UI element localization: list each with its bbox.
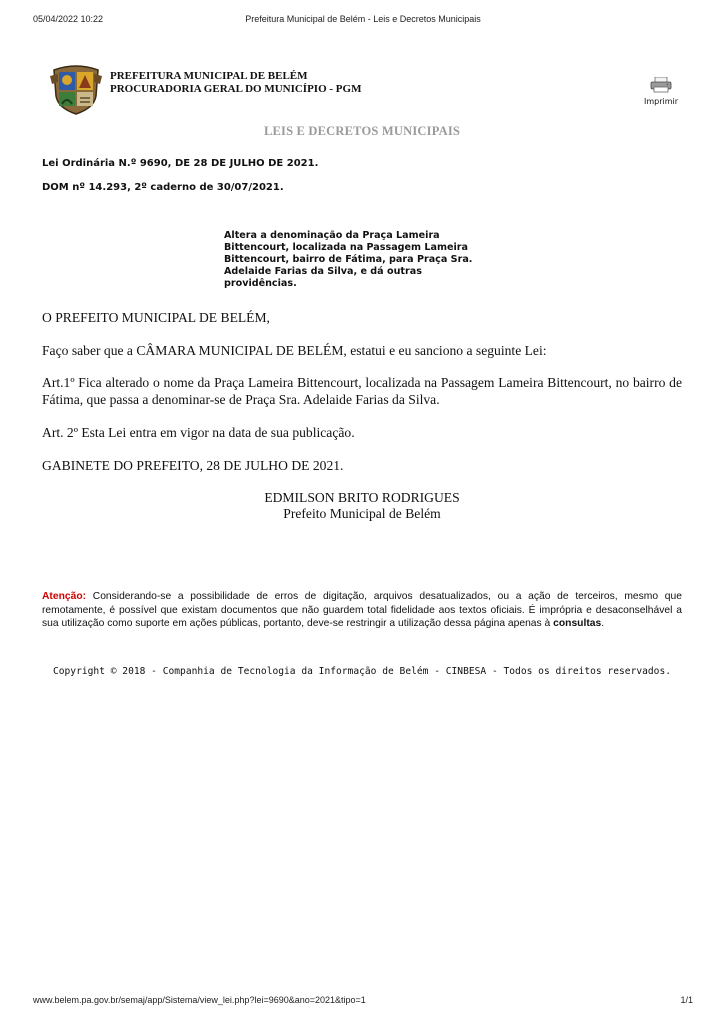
copyright: Copyright © 2018 - Companhia de Tecnologia da Informação de Belém - CINBESA - Todos os direitos reservados. [52,666,672,677]
page-number: 1/1 [680,995,693,1005]
attention-label: Atenção: [42,591,87,602]
printer-icon [650,80,672,97]
signer-name: EDMILSON BRITO RODRIGUES [264,490,460,505]
disclaimer-notice [42,590,682,631]
consultas-link[interactable]: consultas [553,618,602,629]
org-name: PREFEITURA MUNICIPAL DE BELÉM [110,70,308,82]
law-summary-line: Bittencourt, bairro de Fátima, para Praça Sra. [224,254,473,265]
print-button[interactable] [641,77,681,106]
law-summary-line: Altera a denominação da Praça Lameira [224,230,440,241]
law-summary-line: providências. [224,278,297,289]
enactment-clause: Faço saber que a CÂMARA MUNICIPAL DE BELÉM, estatui e eu sanciono a seguinte Lei: [42,343,547,358]
signing-place-date: GABINETE DO PREFEITO, 28 DE JULHO DE 2021. [42,458,344,473]
section-title: LEIS E DECRETOS MUNICIPAIS [263,124,461,138]
article-1: Art.1º Fica alterado o nome da Praça Lameira Bittencourt, localizada na Passagem Lameira Bittencourt, no bairro de Fátima, que passa a denominar-se de Praça Sra. Adelaide Farias da Silva. [42,375,682,407]
print-label: Imprimir [643,97,679,106]
coat-of-arms-logo [50,62,102,116]
print-page-title: Prefeitura Municipal de Belém - Leis e Decretos Municipais [245,14,481,24]
organization-header [110,70,361,96]
law-number: Lei Ordinária N.º 9690, DE 28 DE JULHO DE 2021. [42,158,319,169]
law-summary-line: Adelaide Farias da Silva, e dá outras [224,266,422,277]
print-footer [33,995,693,1009]
print-datetime: 05/04/2022 10:22 [33,14,104,24]
law-summary [224,230,494,290]
page-url: www.belem.pa.gov.br/semaj/app/Sistema/view_lei.php?lei=9690&ano=2021&tipo=1 [33,995,366,1005]
disclaimer-text: Considerando-se a possibilidade de erros de digitação, arquivos desatualizados, ou a ação de terceiros, mesmo que remotamente, é possível que existam documentos que não guardem total fidelidade aos textos oficiais. É imprópria e desaconselhável a sua utilização como suporte em ações públicas, portanto, deve-se restringir a utilização dessa página apenas à [42,591,682,629]
org-department: PROCURADORIA GERAL DO MUNICÍPIO - PGM [110,83,362,95]
article-2: Art. 2º Esta Lei entra em vigor na data de sua publicação. [42,425,355,440]
disclaimer-end: . [601,618,605,629]
law-summary-line: Bittencourt, localizada na Passagem Lameira [224,242,468,253]
preamble: O PREFEITO MUNICIPAL DE BELÉM, [42,310,270,325]
print-header [33,14,693,28]
law-dom-reference: DOM nº 14.293, 2º caderno de 30/07/2021. [42,182,284,193]
signer-title: Prefeito Municipal de Belém [283,506,441,521]
